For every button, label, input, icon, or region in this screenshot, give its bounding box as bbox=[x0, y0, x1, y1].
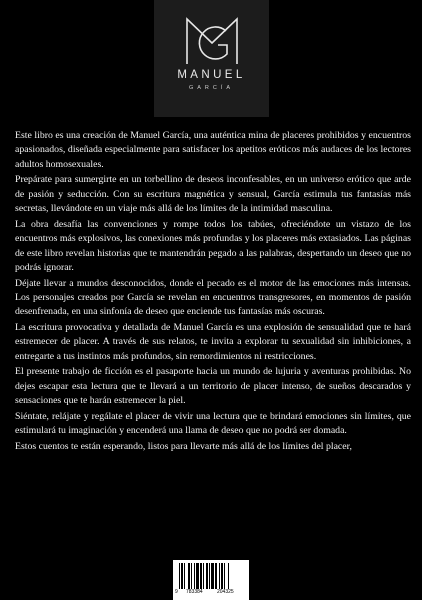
paragraph: La obra desafía las convenciones y rompe todos los tabúes, ofreciéndote un vistazo de los encuentros más explosivos, las conexiones más profundas y los placeres más extasiados. Las páginas de este libro revelan historias que te mantendrán pegado a las palabras, despertando un deseo que no podrás ignorar. bbox=[15, 218, 411, 274]
barcode-bar bbox=[191, 563, 192, 589]
barcode-bar bbox=[194, 563, 195, 589]
logo-subname: GARCÍA bbox=[188, 85, 235, 91]
barcode-bar bbox=[206, 563, 208, 589]
barcode-bar bbox=[215, 563, 217, 589]
barcode-bar bbox=[221, 563, 223, 589]
paragraph: Prepárate para sumergirte en un torbellino de deseos inconfesables, en un universo erótico que arde de pasión y seducción. Con su escritura magnética y sensual, García estimula tus fantasías más secretas, llevándote en un viaje más allá de los límites de la intimidad masculina. bbox=[15, 174, 411, 215]
mg-monogram-icon bbox=[185, 16, 239, 66]
barcode-bar bbox=[188, 563, 190, 589]
paragraph: El presente trabajo de ficción es el pasaporte hacia un mundo de lujuria y aventuras prohibidas. No dejes escapar esta lectura que te llevará a un territorio de placer intenso, de sueños descarados y sensaciones que te harán estremecer la piel. bbox=[15, 366, 411, 407]
barcode-bars bbox=[179, 563, 243, 589]
barcode-right-digits: 204325 bbox=[217, 589, 234, 595]
barcode-bar bbox=[209, 563, 210, 589]
barcode-bar bbox=[181, 563, 183, 589]
paragraph: Déjate llevar a mundos desconocidos, donde el pecado es el motor de las emociones más intensas. Los personajes creados por García se revelan en encuentros transgresores, en momentos de pasión desenfrenada, en una sinfonía de deseo que enciende tus fantasías más oscuras. bbox=[15, 277, 411, 318]
barcode-bar bbox=[219, 563, 220, 589]
barcode-bar bbox=[224, 563, 225, 589]
barcode-bar bbox=[179, 563, 180, 589]
barcode-digit: 9 bbox=[175, 589, 178, 595]
barcode-bar bbox=[196, 563, 199, 589]
paragraph: Este libro es una creación de Manuel García, una auténtica mina de placeres prohibidos y encuentros apasionados, diseñada especialmente para satisfacer los apetitos eróticos más audaces de los lectores adultos homosexuales. bbox=[15, 130, 411, 170]
barcode-bar bbox=[228, 563, 229, 589]
paragraph: La escritura provocativa y detallada de Manuel García es una explosión de sensualidad que te hará estremecer de placer. A través de sus relatos, te invita a explorar tu sexualidad sin inhibiciones, a entregarte a tus instintos más profundos, sin remordimientos ni restricciones. bbox=[15, 321, 411, 362]
barcode-bar bbox=[203, 563, 204, 589]
logo-name: MANUEL bbox=[177, 69, 246, 81]
barcode-left-digits: 783384 bbox=[186, 589, 203, 595]
paragraph: Siéntate, relájate y regálate el placer de vivir una lectura que te brindará emociones sin límites, que estimulará tu imaginación y encenderá una llama de deseo que no podrá ser domada. bbox=[15, 410, 411, 437]
barcode-bar bbox=[200, 563, 202, 589]
author-logo bbox=[154, 0, 269, 117]
back-cover-text bbox=[15, 129, 411, 455]
isbn-barcode bbox=[173, 560, 249, 600]
paragraph: Estos cuentos te están esperando, listos para llevarte más allá de los límites del placer, bbox=[15, 440, 352, 452]
barcode-bar bbox=[211, 563, 214, 589]
barcode-bar bbox=[184, 563, 185, 589]
